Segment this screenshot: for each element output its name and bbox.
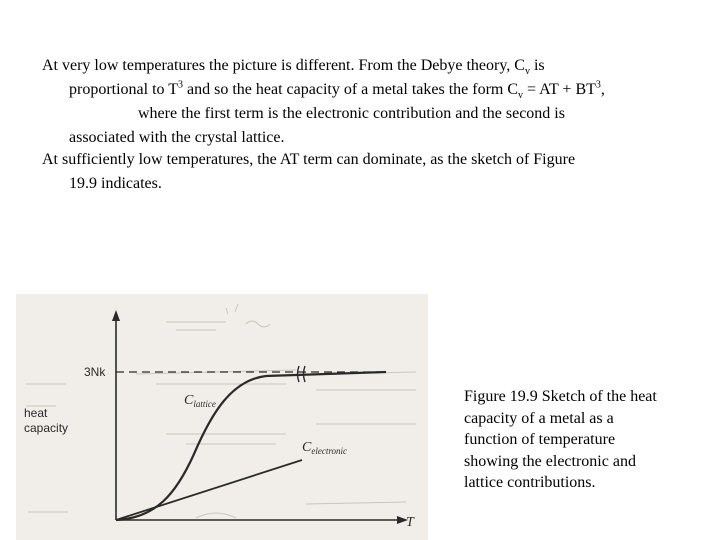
text-fragment: and so the heat capacity of a metal takes the form C (183, 81, 519, 98)
paragraph-debye (42, 54, 692, 150)
label-lattice-sub: lattice (193, 399, 216, 409)
label-electronic-sub: electronic (311, 446, 347, 456)
figure-svg (16, 294, 428, 540)
paragraph-low-temperature (42, 148, 692, 196)
curve-electronic (116, 460, 302, 520)
text-line-indented: 19.9 indicates. (69, 175, 162, 192)
text-line-indented: associated with the crystal lattice. (69, 129, 285, 146)
text-line-indented (42, 78, 692, 102)
superscript: 3 (178, 79, 184, 91)
label-c-lattice (184, 393, 216, 409)
text-fragment: , (600, 81, 605, 98)
figure-heat-capacity-sketch (16, 294, 428, 540)
y-axis-arrow (112, 310, 120, 321)
text-fragment: proportional to T (69, 81, 179, 98)
label-heat: heat (24, 406, 48, 420)
subscript: v (524, 66, 530, 78)
label-c-electronic (302, 440, 347, 456)
label-c: C (184, 393, 194, 408)
label-capacity: capacity (24, 421, 69, 435)
label-t: T (406, 515, 414, 530)
text-line: At sufficiently low temperatures, the AT term can dominate, as the sketch of Figure (42, 151, 576, 168)
label-c: C (302, 440, 312, 455)
text-fragment: = AT + BT (523, 81, 596, 98)
subscript: v (518, 90, 524, 102)
text-line: At very low temperatures the picture is different. From the Debye theory, C (42, 57, 525, 74)
superscript: 3 (595, 79, 601, 91)
text-line-indented: where the first term is the electronic contribution and the second is (138, 105, 565, 122)
text-line: is (529, 57, 545, 74)
label-3nk: 3Nk (84, 365, 106, 379)
figure-caption: Figure 19.9 Sketch of the heat capacity of a metal as a function of temperature showing the electronic and lattice contributions. (464, 388, 657, 491)
